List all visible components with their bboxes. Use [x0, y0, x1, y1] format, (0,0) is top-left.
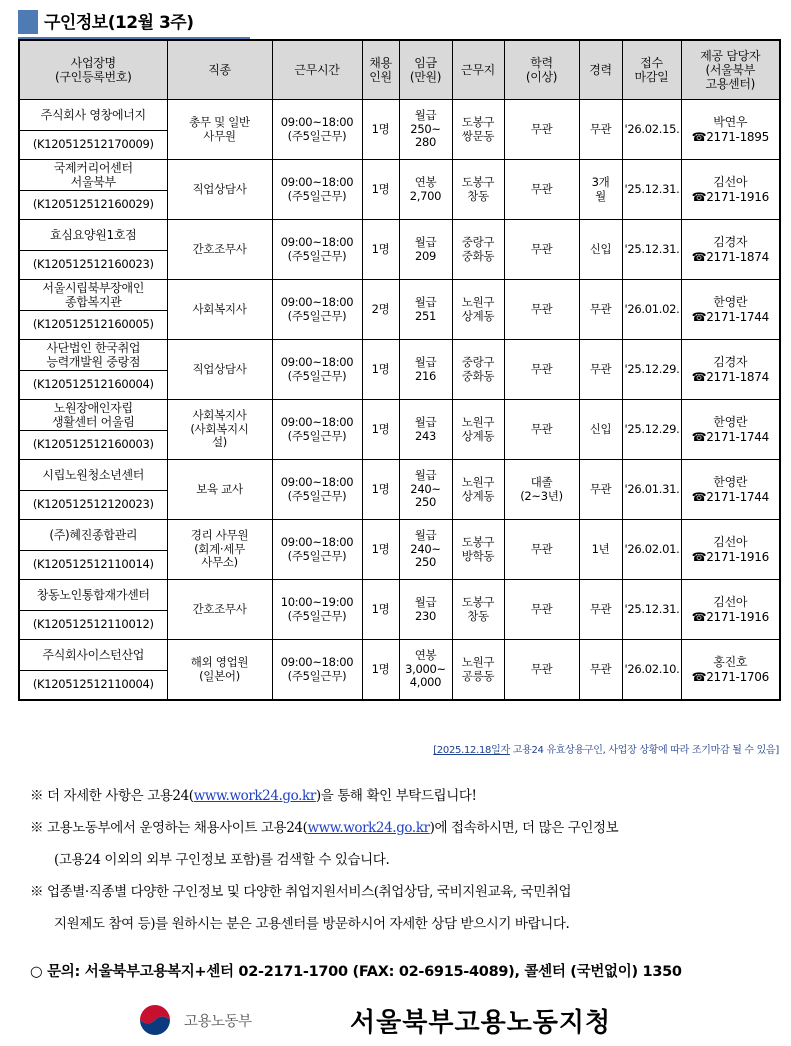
- company-name: 사단법인 한국취업 능력개발원 중랑점: [19, 340, 167, 371]
- experience: 무관: [579, 280, 622, 340]
- deadline: '25.12.29.: [622, 340, 681, 400]
- work-hours: 09:00~18:00 (주5일근무): [272, 220, 362, 280]
- education: 무관: [504, 400, 579, 460]
- deadline: '25.12.31.: [622, 220, 681, 280]
- work-location: 중랑구 중화동: [452, 340, 504, 400]
- ministry-logo-icon: [138, 1003, 172, 1037]
- wage: 연봉 2,700: [399, 160, 452, 220]
- work-location: 도봉구 방학동: [452, 520, 504, 580]
- hire-count: 1명: [362, 340, 399, 400]
- job-type: 직업상담사: [167, 340, 272, 400]
- work-hours: 09:00~18:00 (주5일근무): [272, 340, 362, 400]
- job-table: [18, 39, 781, 701]
- header-location: 근무지: [452, 40, 504, 100]
- contact-person: 한영란 ☎2171-1744: [681, 400, 780, 460]
- contact-person: 한영란 ☎2171-1744: [681, 460, 780, 520]
- company-name: 창동노인통합재가센터: [19, 580, 167, 611]
- education: 무관: [504, 640, 579, 701]
- deadline: '25.12.31.: [622, 580, 681, 640]
- work-hours: 09:00~18:00 (주5일근무): [272, 400, 362, 460]
- company-name: 국제커리어센터 서울북부: [19, 160, 167, 191]
- registration-number: (K120512512170009): [19, 131, 167, 160]
- header-education: 학력 (이상): [504, 40, 579, 100]
- company-name: (주)혜진종합관리: [19, 520, 167, 551]
- registration-number: (K120512512160004): [19, 371, 167, 400]
- hire-count: 1명: [362, 460, 399, 520]
- header-contact: 제공 담당자 (서울북부 고용센터): [681, 40, 780, 100]
- notice-1: ※ 더 자세한 사항은 고용24(www.work24.go.kr)을 통해 확인 부탁드립니다!: [30, 788, 477, 804]
- notice-3: ※ 업종별·직종별 다양한 구인정보 및 다양한 취업지원서비스(취업상담, 국비지원교육, 국민취업: [30, 884, 572, 900]
- registration-number: (K120512512160003): [19, 431, 167, 460]
- notice-section: [30, 780, 780, 940]
- company-name: 시립노원청소년센터: [19, 460, 167, 491]
- experience: 3개 월: [579, 160, 622, 220]
- registration-number: (K120512512160005): [19, 311, 167, 340]
- wage: 월급 250~ 280: [399, 100, 452, 160]
- experience: 무관: [579, 580, 622, 640]
- hire-count: 2명: [362, 280, 399, 340]
- education: 무관: [504, 580, 579, 640]
- contact-person: 김선아 ☎2171-1916: [681, 580, 780, 640]
- work-location: 도봉구 쌍문동: [452, 100, 504, 160]
- job-type: 사회복지사 (사회복지시 설): [167, 400, 272, 460]
- table-row: [19, 220, 780, 251]
- office-name: 서울북부고용노동지청: [350, 1008, 612, 1038]
- deadline: '26.01.02.: [622, 280, 681, 340]
- job-type: 간호조무사: [167, 580, 272, 640]
- contact-person: 김선아 ☎2171-1916: [681, 160, 780, 220]
- experience: 신입: [579, 400, 622, 460]
- table-row: [19, 160, 780, 191]
- header-hires: 채용 인원: [362, 40, 399, 100]
- header-hours: 근무시간: [272, 40, 362, 100]
- education: 무관: [504, 220, 579, 280]
- hire-count: 1명: [362, 160, 399, 220]
- contact-person: 홍진호 ☎2171-1706: [681, 640, 780, 701]
- work-location: 도봉구 창동: [452, 160, 504, 220]
- wage: 월급 216: [399, 340, 452, 400]
- job-type: 사회복지사: [167, 280, 272, 340]
- work24-link[interactable]: www.work24.go.kr: [193, 788, 316, 804]
- registration-number: (K120512512110014): [19, 551, 167, 580]
- work-hours: 09:00~18:00 (주5일근무): [272, 520, 362, 580]
- company-name: 노원장애인자립 생활센터 어울림: [19, 400, 167, 431]
- deadline: '26.01.31.: [622, 460, 681, 520]
- experience: 무관: [579, 100, 622, 160]
- registration-number: (K120512512120023): [19, 491, 167, 520]
- work-location: 노원구 상계동: [452, 280, 504, 340]
- education: 무관: [504, 160, 579, 220]
- job-type: 직업상담사: [167, 160, 272, 220]
- experience: 무관: [579, 460, 622, 520]
- header-wage: 임금 (만원): [399, 40, 452, 100]
- hire-count: 1명: [362, 580, 399, 640]
- company-name: 주식회사이스턴산업: [19, 640, 167, 671]
- work-hours: 09:00~18:00 (주5일근무): [272, 100, 362, 160]
- wage: 월급 240~ 250: [399, 460, 452, 520]
- table-header-row: [19, 40, 780, 100]
- job-type: 총무 및 일반 사무원: [167, 100, 272, 160]
- table-row: [19, 640, 780, 671]
- work-location: 중랑구 중화동: [452, 220, 504, 280]
- work-hours: 09:00~18:00 (주5일근무): [272, 160, 362, 220]
- work-hours: 09:00~18:00 (주5일근무): [272, 280, 362, 340]
- table-row: [19, 580, 780, 611]
- contact-person: 김경자 ☎2171-1874: [681, 340, 780, 400]
- header-experience: 경력: [579, 40, 622, 100]
- work-location: 노원구 상계동: [452, 460, 504, 520]
- notice-3-cont: 지원제도 참여 등)를 원하시는 분은 고용센터를 방문하시어 자세한 상담 받으시기 바랍니다.: [54, 916, 570, 932]
- work-location: 도봉구 창동: [452, 580, 504, 640]
- work24-link-2[interactable]: www.work24.go.kr: [307, 820, 430, 836]
- deadline: '26.02.01.: [622, 520, 681, 580]
- experience: 1년: [579, 520, 622, 580]
- hire-count: 1명: [362, 520, 399, 580]
- experience: 무관: [579, 340, 622, 400]
- wage: 월급 243: [399, 400, 452, 460]
- hire-count: 1명: [362, 100, 399, 160]
- title-accent-bar: [18, 10, 38, 34]
- table-row: [19, 340, 780, 371]
- work-location: 노원구 공릉동: [452, 640, 504, 701]
- wage: 연봉 3,000~ 4,000: [399, 640, 452, 701]
- deadline: '26.02.15.: [622, 100, 681, 160]
- data-date-note: [2025.12.18일자 고용24 유효상용구인, 사업장 상황에 따라 조기마감 될 수 있음]: [433, 745, 779, 756]
- page-title-text: 구인정보(12월 3주): [44, 13, 194, 33]
- contact-person: 한영란 ☎2171-1744: [681, 280, 780, 340]
- notice-2: ※ 고용노동부에서 운영하는 채용사이트 고용24(www.work24.go.kr)에 접속하시면, 더 많은 구인정보: [30, 820, 619, 836]
- contact-person: 박연우 ☎2171-1895: [681, 100, 780, 160]
- education: 무관: [504, 340, 579, 400]
- deadline: '25.12.29.: [622, 400, 681, 460]
- work-hours: 10:00~19:00 (주5일근무): [272, 580, 362, 640]
- company-name: 효심요양원1호점: [19, 220, 167, 251]
- work-location: 노원구 상계동: [452, 400, 504, 460]
- registration-number: (K120512512110012): [19, 611, 167, 640]
- deadline: '26.02.10.: [622, 640, 681, 701]
- experience: 무관: [579, 640, 622, 701]
- footer: [138, 1000, 698, 1040]
- table-row: [19, 280, 780, 311]
- wage: 월급 209: [399, 220, 452, 280]
- table-row: [19, 520, 780, 551]
- education: 대졸 (2~3년): [504, 460, 579, 520]
- job-type: 보육 교사: [167, 460, 272, 520]
- hire-count: 1명: [362, 640, 399, 701]
- header-job: 직종: [167, 40, 272, 100]
- registration-number: (K120512512110004): [19, 671, 167, 701]
- hire-count: 1명: [362, 400, 399, 460]
- work-hours: 09:00~18:00 (주5일근무): [272, 640, 362, 701]
- work-hours: 09:00~18:00 (주5일근무): [272, 460, 362, 520]
- wage: 월급 230: [399, 580, 452, 640]
- company-name: 서울시립북부장애인 종합복지관: [19, 280, 167, 311]
- wage: 월급 240~ 250: [399, 520, 452, 580]
- deadline: '25.12.31.: [622, 160, 681, 220]
- table-row: [19, 400, 780, 431]
- inquiry-contact: ○ 문의: 서울북부고용복지+센터 02-2171-1700 (FAX: 02-6915-4089), 콜센터 (국번없이) 1350: [30, 964, 682, 980]
- header-company: 사업장명 (구인등록번호): [19, 40, 167, 100]
- registration-number: (K120512512160023): [19, 251, 167, 280]
- job-type: 해외 영업원 (일본어): [167, 640, 272, 701]
- table-row: [19, 100, 780, 131]
- company-name: 주식회사 영창에너지: [19, 100, 167, 131]
- contact-person: 김선아 ☎2171-1916: [681, 520, 780, 580]
- registration-number: (K120512512160029): [19, 191, 167, 220]
- hire-count: 1명: [362, 220, 399, 280]
- table-row: [19, 460, 780, 491]
- contact-person: 김경자 ☎2171-1874: [681, 220, 780, 280]
- experience: 신입: [579, 220, 622, 280]
- education: 무관: [504, 520, 579, 580]
- wage: 월급 251: [399, 280, 452, 340]
- job-type: 경리 사무원 (회계·세무 사무소): [167, 520, 272, 580]
- job-type: 간호조무사: [167, 220, 272, 280]
- notice-2-cont: (고용24 이외의 외부 구인정보 포함)를 검색할 수 있습니다.: [54, 852, 390, 868]
- ministry-name: 고용노동부: [184, 1014, 252, 1030]
- page-title: [18, 6, 256, 36]
- header-deadline: 접수 마감일: [622, 40, 681, 100]
- education: 무관: [504, 100, 579, 160]
- education: 무관: [504, 280, 579, 340]
